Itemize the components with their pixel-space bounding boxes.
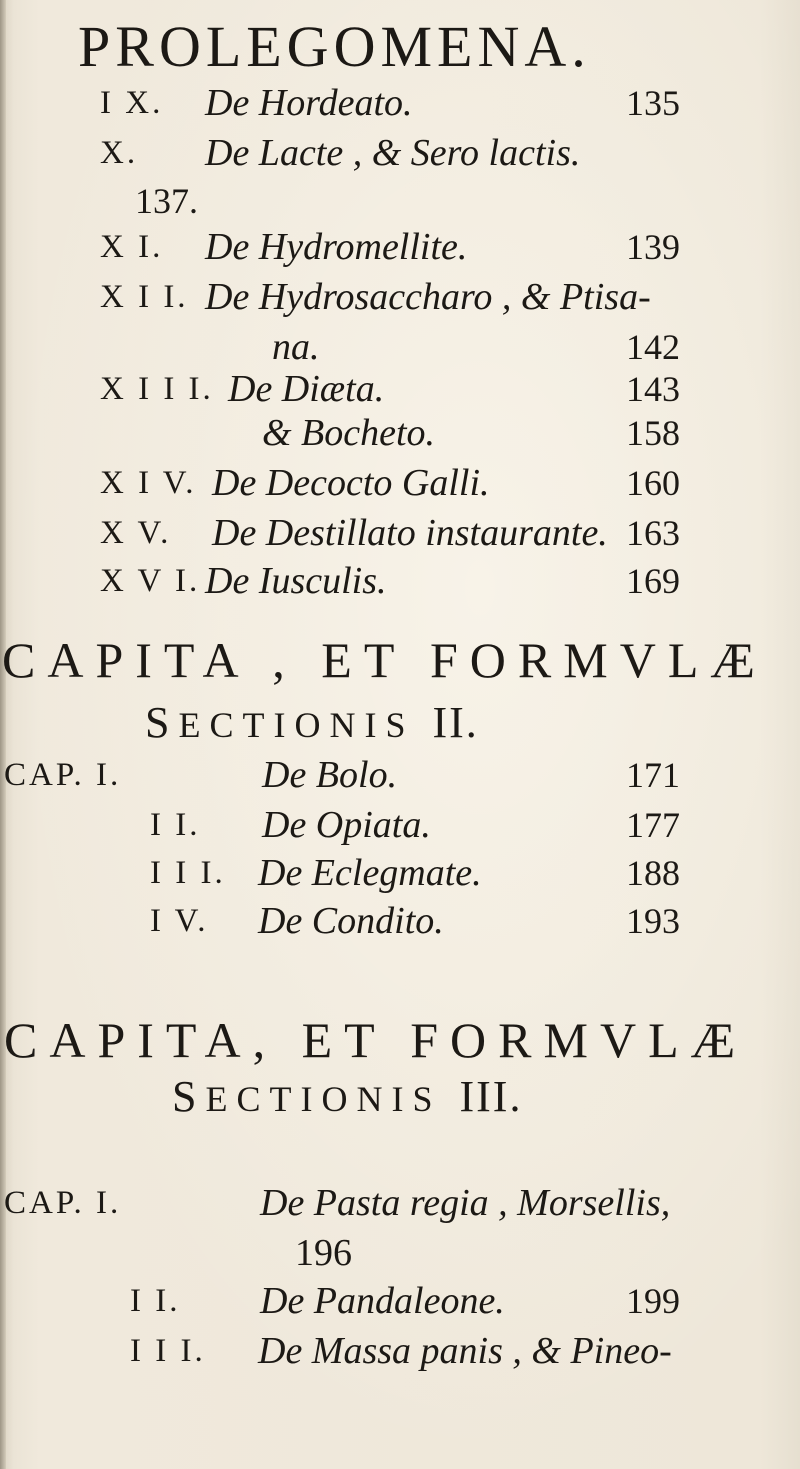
toc-entry — [0, 1326, 800, 1386]
entry-number: I I I. — [130, 1333, 206, 1369]
entry-number: I I I. — [150, 855, 226, 891]
subtitle-rest: ECTIONIS — [178, 705, 415, 745]
entry-title: De Hydrosaccharo , & Ptisa- — [205, 276, 651, 318]
entry-page: 199 — [626, 1281, 680, 1321]
entry-title: De Decocto Galli. — [212, 462, 490, 504]
section-heading — [0, 1010, 800, 1124]
entry-page: 160 — [626, 463, 680, 503]
entry-title: na. — [272, 326, 320, 368]
entry-number: CAP. I. — [4, 757, 122, 793]
entry-page: 142 — [626, 327, 680, 367]
entry-page: 163 — [626, 513, 680, 553]
section-heading — [0, 630, 800, 750]
entry-title: De Iusculis. — [205, 560, 387, 602]
entry-number: X V. — [100, 515, 172, 551]
entry-title: De Pandaleone. — [260, 1280, 505, 1322]
entry-page: 177 — [626, 805, 680, 845]
section-subtitle — [0, 1072, 800, 1124]
entry-title: 196 — [295, 1232, 352, 1274]
entry-page: 135 — [626, 83, 680, 123]
entry-title: De Destillato instaurante. — [212, 512, 608, 554]
entry-title: De Bolo. — [262, 754, 398, 796]
entry-page: 137. — [135, 181, 198, 221]
entry-number: I V. — [150, 903, 209, 939]
entry-page: 158 — [626, 413, 680, 453]
entry-title: De Eclegmate. — [258, 852, 482, 894]
section-title: CAPITA , ET FORMVLÆ — [2, 632, 767, 688]
entry-number: CAP. I. — [4, 1185, 122, 1221]
entry-page: 169 — [626, 561, 680, 601]
entry-page: 193 — [626, 901, 680, 941]
entry-number: X I I. — [100, 279, 189, 315]
toc-entry — [0, 896, 800, 956]
entry-page: 188 — [626, 853, 680, 893]
entry-title: De Hydromellite. — [205, 226, 468, 268]
entry-number: X V I. — [100, 563, 201, 599]
entry-number: X. — [100, 135, 139, 171]
subtitle-rest: ECTIONIS — [205, 1079, 442, 1119]
section-subtitle — [0, 698, 800, 750]
entry-title: & Bocheto. — [262, 412, 436, 454]
entry-number: I I. — [130, 1283, 181, 1319]
entry-number: X I I I. — [100, 371, 214, 407]
entry-number: I I. — [150, 807, 201, 843]
entry-title: De Pasta regia , Morsellis, — [260, 1182, 671, 1224]
entry-number: I X. — [100, 85, 164, 121]
entry-page: 171 — [626, 755, 680, 795]
entry-number: X I. — [100, 229, 164, 265]
subtitle-initial: S — [172, 1072, 206, 1121]
entry-page: 139 — [626, 227, 680, 267]
entry-title: De Condito. — [258, 900, 444, 942]
subtitle-number: III. — [459, 1072, 523, 1121]
entry-title: De Lacte , & Sero lactis. — [205, 132, 581, 174]
subtitle-number: II. — [432, 698, 479, 747]
entry-number: X I V. — [100, 465, 197, 501]
entry-title: De Opiata. — [262, 804, 431, 846]
running-head: PROLEGOMENA. — [78, 14, 591, 79]
toc-entry — [0, 556, 800, 616]
entry-title: De Hordeato. — [205, 82, 413, 124]
section-title: CAPITA, ET FORMVLÆ — [4, 1012, 748, 1068]
subtitle-initial: S — [145, 698, 179, 747]
entry-title: De Massa panis , & Pineo- — [258, 1330, 672, 1372]
entry-title: De Diæta. — [228, 368, 385, 410]
entry-page: 143 — [626, 369, 680, 409]
